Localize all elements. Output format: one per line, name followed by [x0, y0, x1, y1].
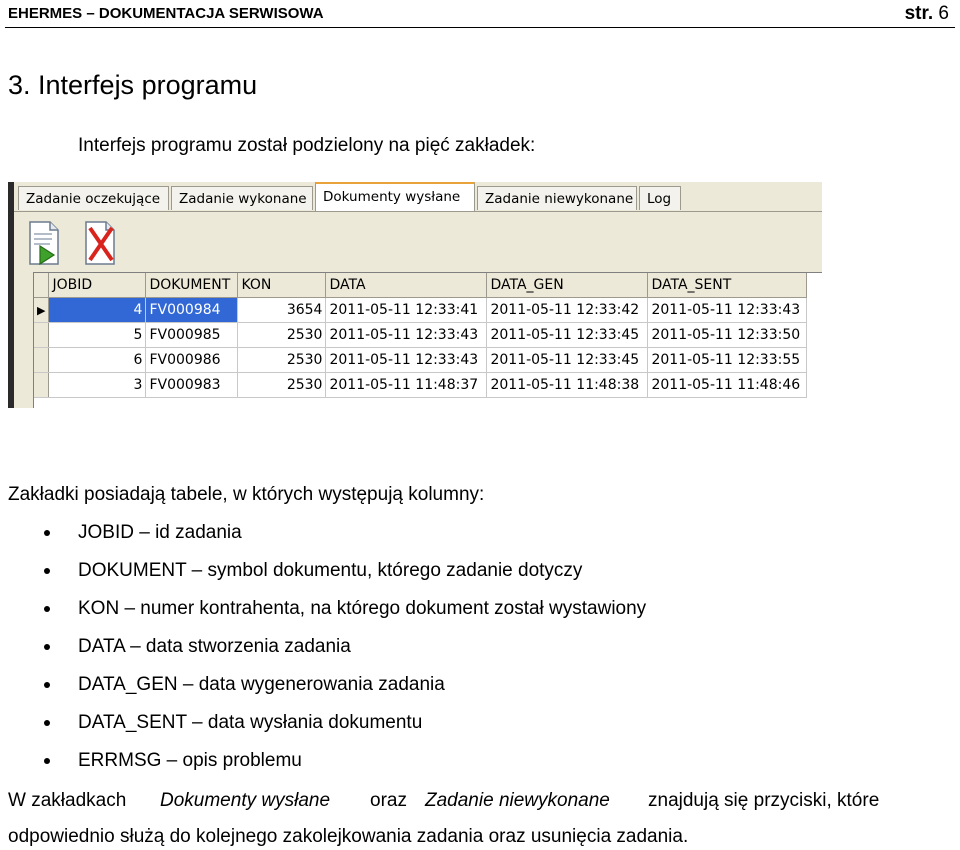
cell-dokument[interactable]: FV000983: [146, 373, 238, 398]
cell-data-gen[interactable]: 2011-05-11 11:48:38: [487, 373, 648, 398]
cell-dokument[interactable]: FV000984: [146, 298, 238, 323]
document-arrow-icon: [26, 220, 64, 266]
bullet-marker: [44, 758, 50, 764]
section-title: 3. Interfejs programu: [8, 70, 258, 100]
column-header-data-sent[interactable]: DATA_SENT: [648, 273, 807, 298]
columns-intro: Zakładki posiadają tabele, w których występują kolumny:: [8, 484, 485, 505]
bullet-marker: [44, 682, 50, 688]
column-header-data-gen[interactable]: DATA_GEN: [487, 273, 648, 298]
cell-jobid[interactable]: 4: [49, 298, 146, 323]
row-indicator: [34, 323, 49, 348]
closing-part-a: W zakładkach: [8, 790, 127, 811]
window-edge: [8, 182, 14, 408]
column-header-data[interactable]: DATA: [326, 273, 487, 298]
cell-jobid[interactable]: 5: [49, 323, 146, 348]
current-row-marker: ▶: [34, 298, 49, 323]
row-indicator-header: [34, 273, 49, 298]
cell-kon[interactable]: 2530: [238, 323, 326, 348]
page-number-value: 6: [938, 3, 949, 24]
bullet-marker: [44, 644, 50, 650]
cell-data[interactable]: 2011-05-11 12:33:43: [326, 348, 487, 373]
list-item: DATA_GEN – data wygenerowania zadania: [78, 674, 445, 695]
cell-data-sent[interactable]: 2011-05-11 12:33:43: [648, 298, 807, 323]
cell-jobid[interactable]: 6: [49, 348, 146, 373]
requeue-button[interactable]: [26, 220, 64, 266]
closing-tab-name-niewykonane: Zadanie niewykonane: [425, 790, 610, 811]
delete-button[interactable]: [82, 220, 120, 266]
tab-dokumenty-wyslane[interactable]: Dokumenty wysłane: [315, 182, 475, 212]
cell-kon[interactable]: 2530: [238, 373, 326, 398]
cell-data[interactable]: 2011-05-11 12:33:41: [326, 298, 487, 323]
column-header-jobid[interactable]: JOBID: [49, 273, 146, 298]
closing-tab-name-dokumenty: Dokumenty wysłane: [160, 790, 331, 811]
cell-dokument[interactable]: FV000985: [146, 323, 238, 348]
page-number: [905, 3, 949, 25]
closing-line-2: odpowiednio służą do kolejnego zakolejkowania zadania oraz usunięcia zadania.: [8, 826, 689, 847]
list-item: ERRMSG – opis problemu: [78, 750, 302, 771]
header-divider: [5, 27, 955, 28]
closing-part-e: znajdują się przyciski, które: [648, 790, 880, 811]
cell-data-sent[interactable]: 2011-05-11 12:33:50: [648, 323, 807, 348]
bullet-marker: [44, 530, 50, 536]
column-header-dokument[interactable]: DOKUMENT: [146, 273, 238, 298]
cell-data-sent[interactable]: 2011-05-11 11:48:46: [648, 373, 807, 398]
closing-part-c: oraz: [370, 790, 407, 811]
tab-strip-border: [14, 211, 822, 212]
row-indicator: [34, 348, 49, 373]
jobs-table: [33, 272, 822, 408]
bullet-marker: [44, 606, 50, 612]
list-item: DATA – data stworzenia zadania: [78, 636, 351, 657]
bullet-marker: [44, 720, 50, 726]
cell-data[interactable]: 2011-05-11 11:48:37: [326, 373, 487, 398]
page-label: str.: [904, 3, 934, 24]
cell-data-gen[interactable]: 2011-05-11 12:33:42: [487, 298, 648, 323]
bullet-marker: [44, 568, 50, 574]
table-header-row: [34, 273, 807, 298]
tab-zadanie-niewykonane[interactable]: Zadanie niewykonane: [477, 186, 637, 210]
page-header: [8, 3, 952, 27]
tab-zadanie-wykonane[interactable]: Zadanie wykonane: [171, 186, 313, 210]
table-row[interactable]: [34, 298, 807, 323]
cell-data-gen[interactable]: 2011-05-11 12:33:45: [487, 348, 648, 373]
cell-kon[interactable]: 2530: [238, 348, 326, 373]
cell-data-sent[interactable]: 2011-05-11 12:33:55: [648, 348, 807, 373]
cell-jobid[interactable]: 3: [49, 373, 146, 398]
table-row[interactable]: [34, 348, 807, 373]
intro-text: Interfejs programu został podzielony na pięć zakładek:: [78, 135, 536, 156]
cell-data[interactable]: 2011-05-11 12:33:43: [326, 323, 487, 348]
document-title: EHERMES – DOKUMENTACJA SERWISOWA: [8, 5, 324, 22]
list-item: DOKUMENT – symbol dokumentu, którego zadanie dotyczy: [78, 560, 583, 581]
cell-kon[interactable]: 3654: [238, 298, 326, 323]
tab-log[interactable]: Log: [639, 186, 681, 210]
list-item: DATA_SENT – data wysłania dokumentu: [78, 712, 423, 733]
column-header-kon[interactable]: KON: [238, 273, 326, 298]
tab-bar: [14, 182, 822, 212]
table-row[interactable]: [34, 323, 807, 348]
cell-data-gen[interactable]: 2011-05-11 12:33:45: [487, 323, 648, 348]
list-item: KON – numer kontrahenta, na którego dokument został wystawiony: [78, 598, 647, 619]
row-indicator: [34, 373, 49, 398]
table-row[interactable]: [34, 373, 807, 398]
tab-zadanie-oczekujace[interactable]: Zadanie oczekujące: [18, 186, 169, 210]
cell-dokument[interactable]: FV000986: [146, 348, 238, 373]
app-window: [8, 182, 822, 408]
list-item: JOBID – id zadania: [78, 522, 242, 543]
document-delete-icon: [82, 220, 120, 266]
